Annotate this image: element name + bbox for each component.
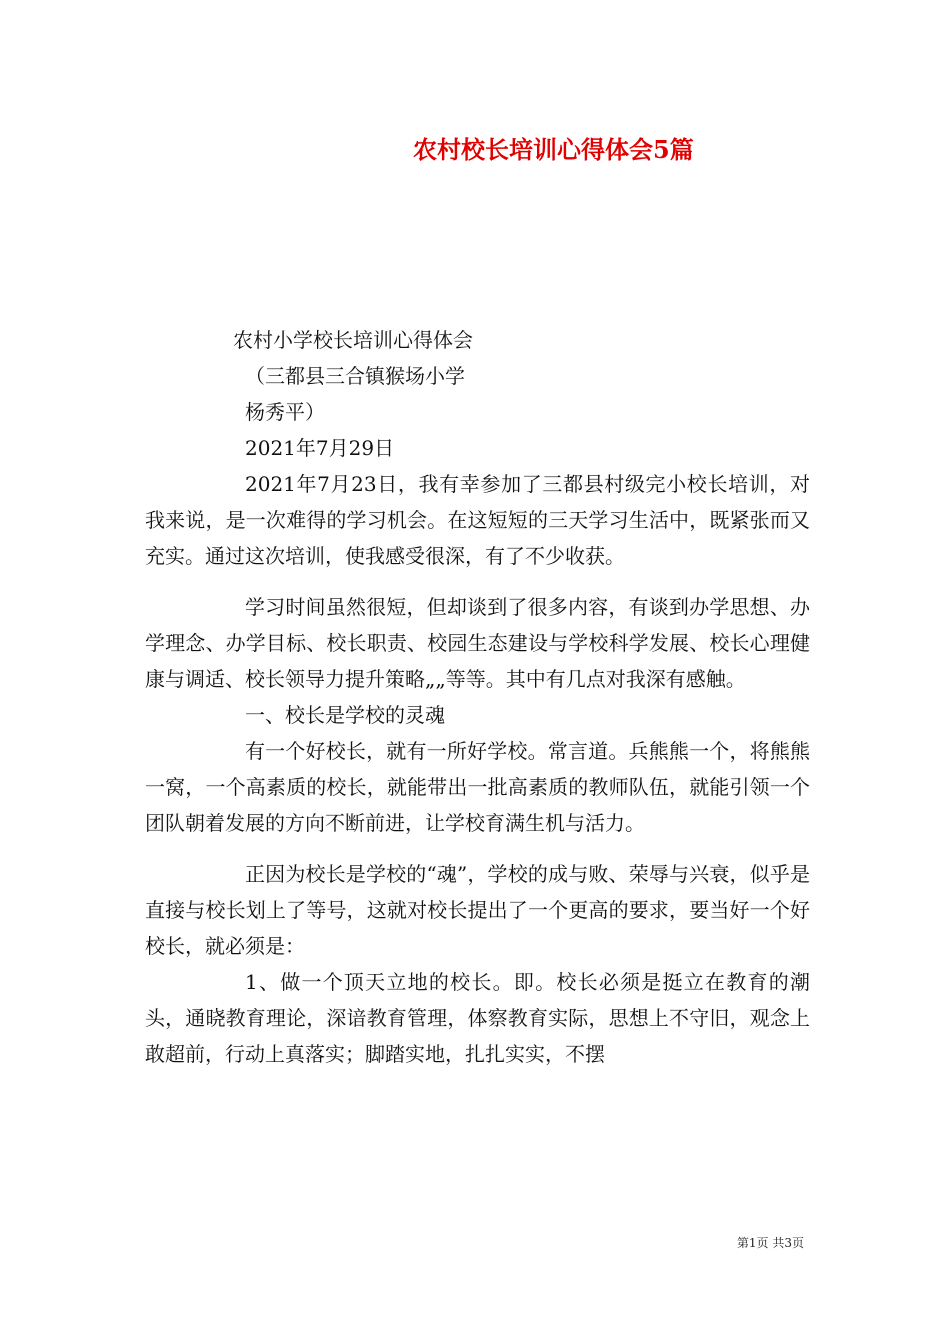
date: 2021年7月29日	[245, 436, 395, 460]
section-heading: 一、校长是学校的灵魂	[245, 703, 445, 727]
author: 杨秀平）	[245, 400, 325, 424]
paragraph: 有一个好校长，就有一所好学校。常言道。兵熊熊一个，将熊熊一窝，一个高素质的校长，就能带出一批高素质的教师队伍，就能引领一个团队朝着发展的方向不断前进，让学校育满生机与活力。	[145, 739, 810, 835]
paragraph: 2021年7月23日，我有幸参加了三都县村级完小校长培训，对我来说，是一次难得的学习机会。在这短短的三天学习生活中，既紧张而又充实。通过这次培训，使我感受很深，有了不少收获。	[145, 472, 810, 568]
document-title: 农村校长培训心得体会5篇	[413, 135, 694, 164]
affiliation: （三都县三合镇猴场小学	[245, 364, 465, 388]
paragraph: 正因为校长是学校的“魂”，学校的成与败、荣辱与兴衰，似乎是直接与校长划上了等号，这就对校长提出了一个更高的要求，要当好一个好校长，就必须是：	[145, 862, 810, 958]
paragraph: 学习时间虽然很短，但却谈到了很多内容，有谈到办学思想、办学理念、办学目标、校长职责、校园生态建设与学校科学发展、校长心理健康与调适、校长领导力提升策略„„等等。其中有几点对我深有感触。	[145, 595, 810, 691]
subtitle: 农村小学校长培训心得体会	[233, 328, 473, 352]
page-footer: 第1页 共3页	[736, 1236, 804, 1250]
document-body	[145, 322, 810, 1072]
paragraph: 1、做一个顶天立地的校长。即。校长必须是挺立在教育的潮头，通晓教育理论，深谙教育管理，体察教育实际，思想上不守旧，观念上敢超前，行动上真落实；脚踏实地，扎扎实实，不摆	[145, 970, 810, 1066]
